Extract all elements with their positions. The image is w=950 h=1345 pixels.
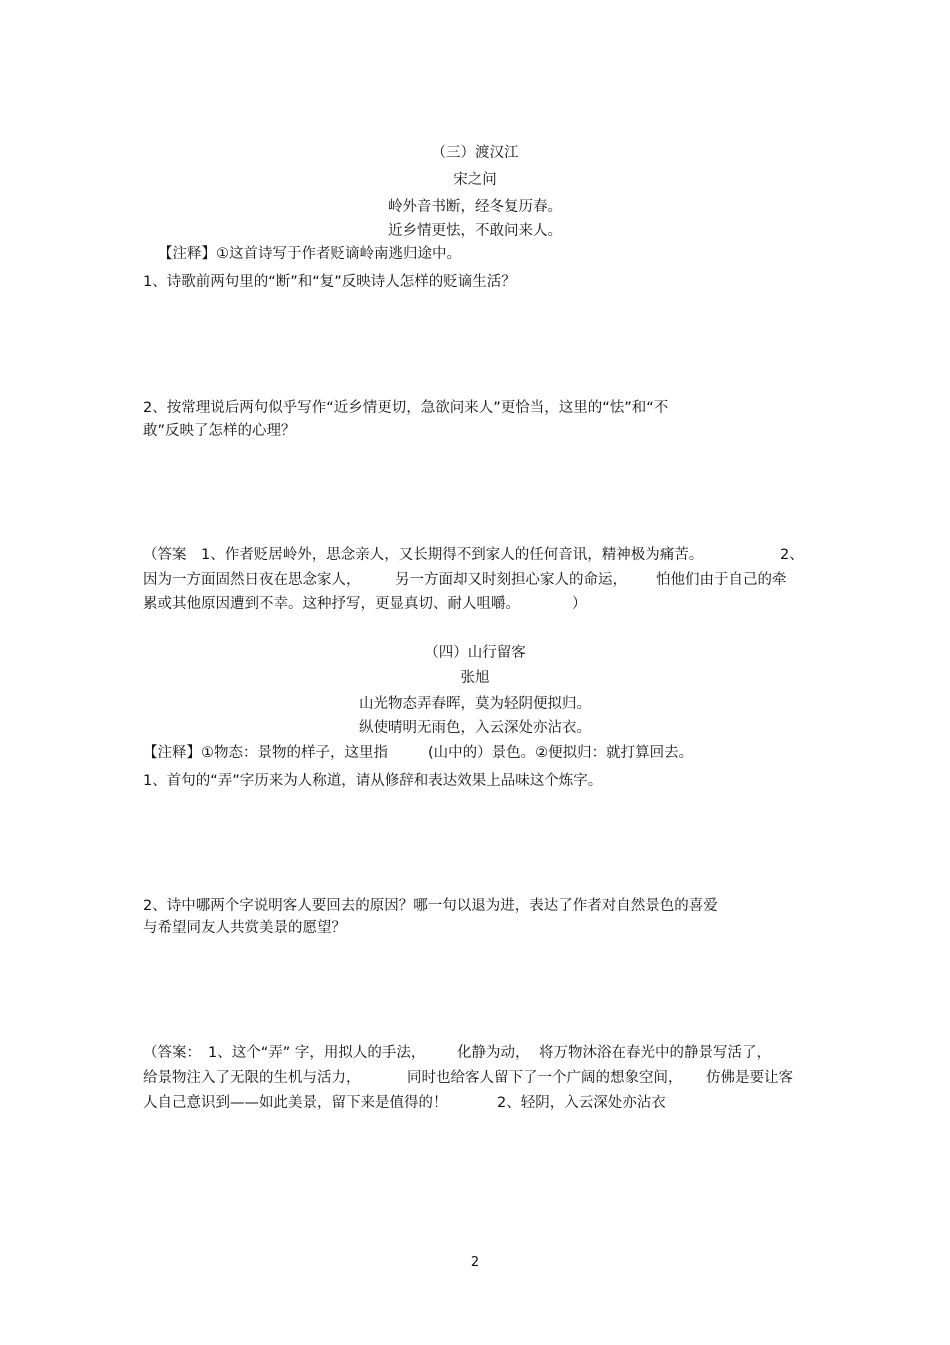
poem4-answer-open: （答案： xyxy=(143,1045,201,1061)
page-number: 2 xyxy=(470,1255,480,1270)
poem3-question-1: 1、诗歌前两句里的“断”和“复”反映诗人怎样的贬谪生活？ xyxy=(143,274,516,290)
poem3-answer-line-2-b: 另一方面却又时刻担心家人的命运， xyxy=(395,572,627,588)
poem3-answer-close: ） xyxy=(572,596,587,612)
poem3-question-2-line-2: 敢”反映了怎样的心理？ xyxy=(143,423,296,439)
poem4-answer-line-1-b: 化静为动， xyxy=(457,1045,530,1061)
poem4-title: （四）山行留客 xyxy=(424,645,526,661)
poem3-line-2: 近乡情更怯，不敢问来人。 xyxy=(388,223,562,239)
poem4-author: 张旭 xyxy=(460,670,490,686)
poem3-answer-line-2-a: 因为一方面固然日夜在思念家人， xyxy=(143,572,361,588)
poem4-question-2-line-1: 2、诗中哪两个字说明客人要回去的原因？哪一句以退为进，表达了作者对自然景色的喜爱 xyxy=(143,898,718,914)
poem3-title: （三）渡汉江 xyxy=(431,145,519,161)
poem3-answer-line-3: 累或其他原因遭到不幸。这种抒写，更显真切、耐人咀嚼。 xyxy=(143,596,520,612)
poem4-answer-line-1-a: 1、这个“弄” 字，用拟人的手法， xyxy=(208,1045,426,1061)
poem4-answer-line-2-c: 仿佛是要让客 xyxy=(706,1070,793,1086)
poem3-answer-line-1: （答案 1、作者贬居岭外，思念亲人，又长期得不到家人的任何音讯，精神极为痛苦。 xyxy=(143,547,704,563)
poem4-question-1: 1、首句的“弄”字历来为人称道，请从修辞和表达效果上品味这个炼字。 xyxy=(143,773,603,789)
poem4-answer-line-3-a: 人自己意识到——如此美景，留下来是值得的！ xyxy=(143,1095,448,1111)
poem3-note: 【注释】①这首诗写于作者贬谪岭南逃归途中。 xyxy=(158,246,461,262)
poem4-answer-line-2-a: 给景物注入了无限的生机与活力， xyxy=(143,1070,361,1086)
poem4-line-1: 山光物态弄春晖，莫为轻阴便拟归。 xyxy=(359,696,591,712)
poem4-answer-line-3-b: 2、轻阴，入云深处亦沾衣 xyxy=(497,1095,666,1111)
poem4-line-2: 纵使晴明无雨色，入云深处亦沾衣。 xyxy=(359,720,591,736)
poem4-answer-line-2-b: 同时也给客人留下了一个广阔的想象空间， xyxy=(407,1070,683,1086)
poem3-answer-line-2-c: 怕他们由于自己的牵 xyxy=(656,572,787,588)
poem4-question-2-line-2: 与希望同友人共赏美景的愿望？ xyxy=(143,920,346,936)
poem3-author: 宋之问 xyxy=(453,172,497,188)
poem3-question-2-line-1: 2、按常理说后两句似乎写作“近乡情更切，急欲问来人”更恰当，这里的“怯”和“不 xyxy=(143,400,669,416)
poem4-note-a: 【注释】①物态：景物的样子，这里指 xyxy=(143,745,388,761)
poem4-answer-line-1-c: 将万物沐浴在春光中的静景写活了， xyxy=(539,1045,771,1061)
poem3-answer-line-1-tail: 2、 xyxy=(780,547,804,563)
poem4-note-b: (山中的）景色。②便拟归：就打算回去。 xyxy=(428,745,694,761)
poem3-line-1: 岭外音书断，经冬复历春。 xyxy=(388,199,562,215)
